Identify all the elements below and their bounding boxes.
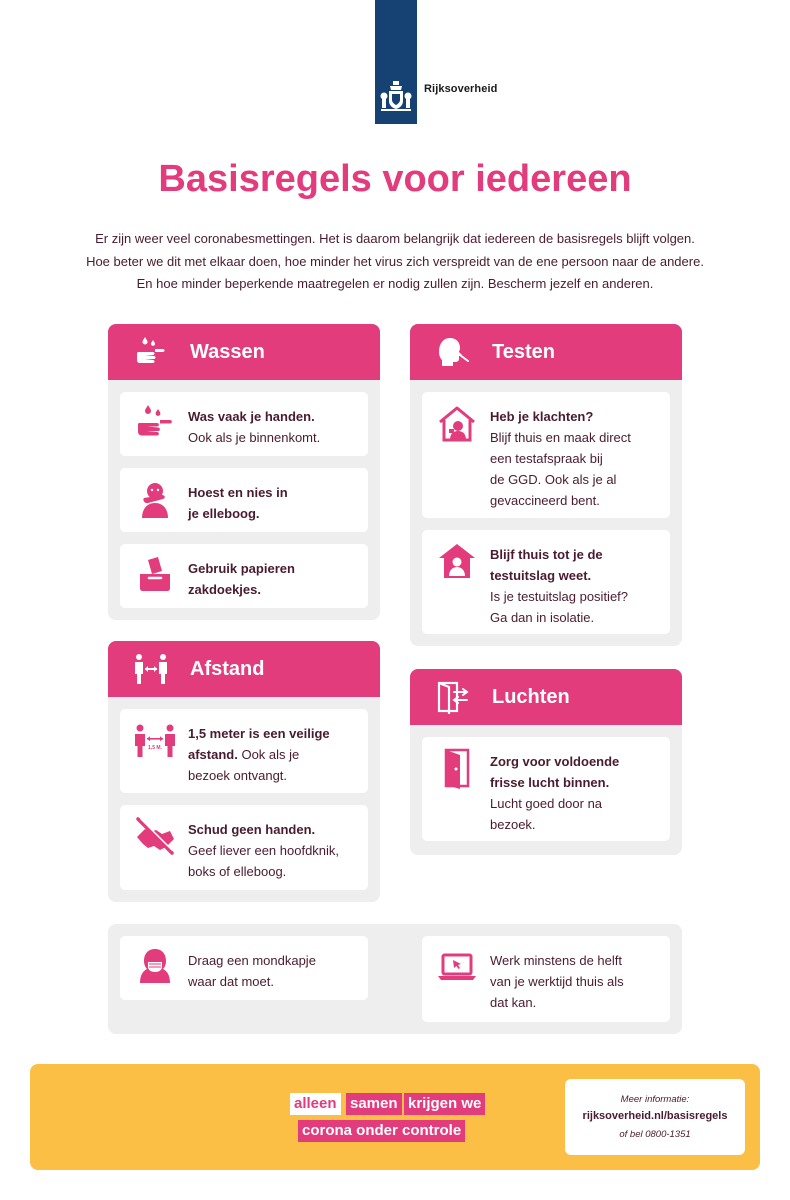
item-bold: Hoest en nies in xyxy=(188,485,288,500)
list-item xyxy=(422,530,670,634)
item-line: Ga dan in isolatie. xyxy=(490,610,595,625)
item-text xyxy=(490,544,660,628)
item-line: Ook als je binnenkomt. xyxy=(188,430,321,445)
test-swab-icon xyxy=(436,335,470,369)
info-label: Meer informatie: xyxy=(620,1094,690,1105)
item-bold: afstand. xyxy=(188,747,238,762)
open-door-icon xyxy=(436,747,478,789)
item-text xyxy=(188,406,358,448)
list-item xyxy=(422,392,670,518)
card-title: Afstand xyxy=(190,658,265,680)
item-bold: Zorg voor voldoende xyxy=(490,754,620,769)
ventilation-icon xyxy=(436,680,470,714)
item-line: Is je testuitslag positief? xyxy=(490,589,629,604)
card-header xyxy=(108,324,380,380)
item-line: gevaccineerd bent. xyxy=(490,493,600,508)
page-title: Basisregels voor iedereen xyxy=(158,158,632,200)
hand-wash-icon xyxy=(134,335,168,369)
card-wassen xyxy=(108,324,380,620)
item-text xyxy=(188,723,358,786)
card-testen xyxy=(410,324,682,646)
card-header xyxy=(108,641,380,697)
intro-line: Hoe beter we dit met elkaar doen, hoe minder het virus zich verspreidt van de ene persoon naar de andere. xyxy=(86,253,704,269)
slogan-word: samen xyxy=(346,1093,402,1115)
crest-icon xyxy=(378,78,414,114)
slogan-word: alleen xyxy=(290,1093,341,1115)
cough-elbow-icon xyxy=(134,478,176,520)
item-text xyxy=(188,482,358,524)
intro-line: En hoe minder beperkende maatregelen er nodig zullen zijn. Bescherm jezelf en anderen. xyxy=(136,276,654,291)
item-bold: testuitslag weet. xyxy=(490,568,592,583)
brand-name: Rijksoverheid xyxy=(424,83,498,95)
laptop-icon xyxy=(436,946,478,988)
distance-icon xyxy=(134,719,176,761)
list-item xyxy=(120,805,368,890)
card-title: Luchten xyxy=(492,686,570,708)
card-afstand xyxy=(108,641,380,902)
item-line: bezoek ontvangt. xyxy=(188,768,288,783)
list-item xyxy=(422,936,670,1022)
info-box xyxy=(565,1079,745,1155)
item-line: de GGD. Ook als je al xyxy=(490,472,617,487)
slogan-word: krijgen we xyxy=(404,1093,485,1115)
item-line: een testafspraak bij xyxy=(490,451,603,466)
list-item xyxy=(120,392,368,456)
item-bold: Schud geen handen. xyxy=(188,822,316,837)
house-person-icon xyxy=(436,540,478,582)
item-line: bezoek. xyxy=(490,817,536,832)
list-item xyxy=(120,709,368,793)
item-line: Werk minstens de helft xyxy=(490,953,622,968)
item-line: Draag een mondkapje xyxy=(188,953,316,968)
house-sick-icon xyxy=(436,402,478,444)
item-bold: frisse lucht binnen. xyxy=(490,775,610,790)
card-title: Wassen xyxy=(190,341,265,363)
card-title: Testen xyxy=(492,341,555,363)
distance-icon xyxy=(134,652,168,686)
item-bold: Was vaak je handen. xyxy=(188,409,315,424)
item-bold: zakdoekjes. xyxy=(188,582,261,597)
item-text xyxy=(188,950,358,992)
face-mask-icon xyxy=(134,946,176,988)
no-handshake-icon xyxy=(134,815,176,857)
item-line: waar dat moet. xyxy=(188,974,274,989)
item-line: van je werktijd thuis als xyxy=(490,974,624,989)
item-text xyxy=(188,558,358,600)
item-text xyxy=(490,751,660,835)
item-line: Blijf thuis en maak direct xyxy=(490,430,631,445)
list-item xyxy=(422,737,670,841)
footer-banner xyxy=(30,1064,760,1170)
distance-label: 1,5 M. xyxy=(148,745,162,751)
slogan-word: corona onder controle xyxy=(298,1120,465,1142)
item-tail: Ook als je xyxy=(237,747,300,762)
list-item xyxy=(120,936,368,1000)
item-text xyxy=(490,950,660,1013)
item-line: boks of elleboog. xyxy=(188,864,287,879)
card-header xyxy=(410,669,682,725)
item-line: Lucht goed door na xyxy=(490,796,603,811)
item-text xyxy=(188,819,358,882)
list-item xyxy=(120,468,368,532)
card-header xyxy=(410,324,682,380)
tissue-box-icon xyxy=(134,554,176,596)
intro-line: Er zijn weer veel coronabesmettingen. Het is daarom belangrijk dat iedereen de basisregels blijft volgen. xyxy=(95,231,695,246)
card-extra xyxy=(108,924,682,1034)
list-item xyxy=(120,544,368,608)
item-bold: Heb je klachten? xyxy=(490,409,594,424)
item-bold: Gebruik papieren xyxy=(188,561,295,576)
item-line: Geef liever een hoofdknik, xyxy=(188,843,340,858)
info-link[interactable]: rijksoverheid.nl/basisregels xyxy=(582,1110,728,1122)
item-bold: je elleboog. xyxy=(188,506,260,521)
item-line: dat kan. xyxy=(490,995,537,1010)
item-bold: Blijf thuis tot je de xyxy=(490,547,603,562)
hand-wash-icon xyxy=(134,402,176,444)
intro-text xyxy=(40,228,750,296)
item-bold: 1,5 meter is een veilige xyxy=(188,726,330,741)
card-luchten xyxy=(410,669,682,855)
item-text xyxy=(490,406,660,511)
info-phone: of bel 0800-1351 xyxy=(619,1129,691,1140)
